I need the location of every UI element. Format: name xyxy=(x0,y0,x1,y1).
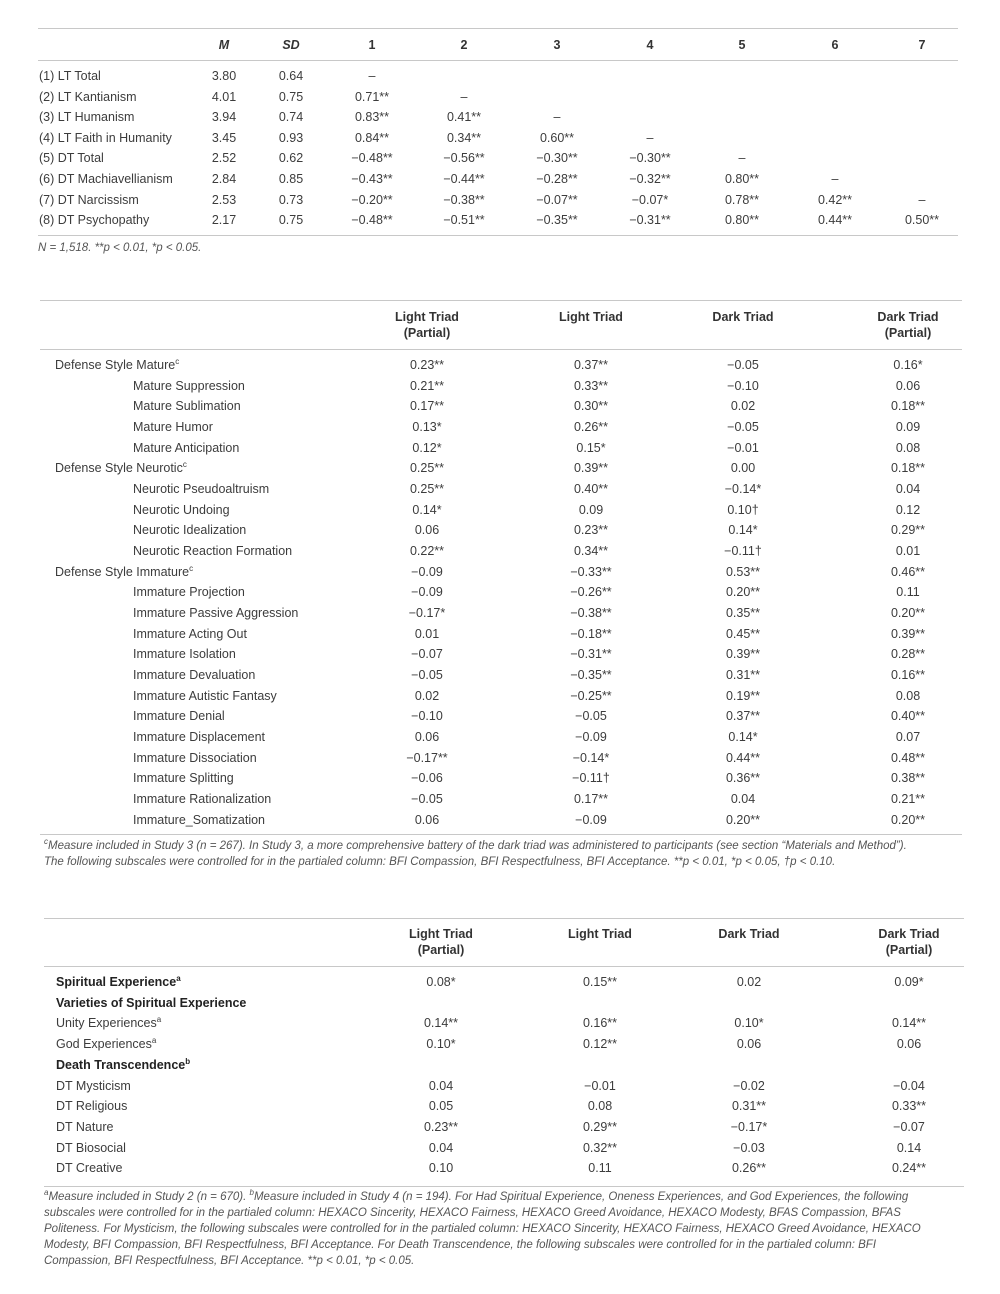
value-cell: 0.10* xyxy=(426,1037,456,1052)
column-header: 5 xyxy=(738,38,746,52)
value-cell: 0.12 xyxy=(895,502,921,517)
value-cell: −0.05 xyxy=(411,792,443,807)
cell-mean: 2.52 xyxy=(211,151,237,166)
correlation-cell: −0.30** xyxy=(536,151,578,166)
value-cell: 0.53** xyxy=(725,564,761,579)
value-cell: −0.05 xyxy=(575,709,607,724)
row-label: Immature Splitting xyxy=(133,771,234,786)
row-label: (5) DT Total xyxy=(39,151,104,166)
value-cell: 0.31** xyxy=(731,1099,767,1114)
correlation-cell: – xyxy=(553,110,561,125)
footnote-marker: a xyxy=(151,1035,157,1045)
value-cell: 0.22** xyxy=(409,544,445,559)
cell-mean: 3.45 xyxy=(211,130,237,145)
value-cell: 0.18** xyxy=(890,461,926,476)
value-cell: −0.03 xyxy=(733,1140,765,1155)
correlation-cell: 0.41** xyxy=(446,110,482,125)
correlation-cell: −0.07* xyxy=(631,192,669,207)
cell-mean: 3.80 xyxy=(211,69,237,83)
row-label: Mature Suppression xyxy=(133,378,245,393)
value-cell: 0.37** xyxy=(573,358,609,372)
correlation-cell: 0.60** xyxy=(539,130,575,145)
value-cell: −0.04 xyxy=(893,1078,925,1093)
footnote-marker: a xyxy=(156,1015,162,1025)
footnote-marker: c xyxy=(182,460,187,470)
row-label: Immature Isolation xyxy=(133,647,236,662)
row-label: Varieties of Spiritual Experience xyxy=(56,995,247,1010)
value-cell: 0.11 xyxy=(588,1161,612,1176)
value-cell: −0.14* xyxy=(724,482,762,497)
value-cell: 0.26** xyxy=(573,420,609,434)
row-label: Defense Style Immature$^c$ xyxy=(55,563,194,579)
correlation-cell: −0.51** xyxy=(443,213,485,228)
cell-sd: 0.64 xyxy=(278,69,304,83)
value-cell: −0.17* xyxy=(730,1119,768,1134)
cell-mean: 4.01 xyxy=(211,89,237,104)
value-cell: 0.16** xyxy=(582,1016,618,1031)
value-cell: 0.08 xyxy=(587,1099,613,1114)
value-cell: 0.06 xyxy=(414,730,440,745)
value-cell: −0.01 xyxy=(584,1078,616,1093)
value-cell: 0.35** xyxy=(725,606,761,621)
value-cell: 0.48** xyxy=(890,750,926,765)
row-label: (4) LT Faith in Humanity xyxy=(39,130,172,145)
row-label: DT Creative xyxy=(56,1161,123,1176)
value-cell: −0.35** xyxy=(570,668,612,683)
row-label: DT Biosocial xyxy=(56,1140,126,1155)
row-label: Mature Humor xyxy=(133,420,213,434)
value-cell: −0.02 xyxy=(733,1078,765,1093)
value-cell: −0.38** xyxy=(570,606,612,621)
value-cell: 0.06 xyxy=(736,1037,762,1052)
correlation-cell: −0.32** xyxy=(629,172,671,186)
rule-line xyxy=(40,349,962,350)
column-header: Dark Triad (Partial) xyxy=(878,927,940,957)
row-label: Neurotic Reaction Formation xyxy=(133,544,293,559)
value-cell: 0.29** xyxy=(582,1119,618,1134)
value-cell: 0.45** xyxy=(725,626,761,641)
value-cell: 0.01 xyxy=(895,544,921,559)
value-cell: −0.07 xyxy=(411,647,443,662)
value-cell: 0.01 xyxy=(414,626,440,641)
value-cell: 0.05 xyxy=(428,1099,454,1114)
value-cell: 0.04 xyxy=(428,1078,454,1093)
row-label: Immature Passive Aggression xyxy=(133,606,299,621)
row-label: Immature Denial xyxy=(133,709,225,724)
value-cell: −0.05 xyxy=(727,420,759,434)
value-cell: 0.11 xyxy=(896,585,920,600)
value-cell: 0.39** xyxy=(573,461,609,476)
value-cell: −0.10 xyxy=(411,709,443,724)
value-cell: 0.08 xyxy=(895,688,921,703)
value-cell: 0.37** xyxy=(725,709,761,724)
cell-sd: 0.75 xyxy=(278,213,304,228)
cell-sd: 0.73 xyxy=(278,192,304,207)
correlation-cell: 0.71** xyxy=(354,89,390,104)
cell-mean: 2.84 xyxy=(211,172,237,186)
value-cell: 0.04 xyxy=(895,482,921,497)
value-cell: 0.09* xyxy=(894,975,924,989)
value-cell: 0.25** xyxy=(409,461,445,476)
value-cell: 0.24** xyxy=(891,1161,927,1176)
value-cell: 0.23** xyxy=(573,523,609,538)
value-cell: 0.20** xyxy=(890,606,926,621)
row-label: Immature Autistic Fantasy xyxy=(133,688,277,703)
value-cell: 0.10* xyxy=(734,1016,764,1031)
cell-sd: 0.93 xyxy=(278,130,304,145)
value-cell: 0.14 xyxy=(896,1140,922,1155)
row-label: Mature Sublimation xyxy=(133,399,241,414)
rule-line xyxy=(40,834,962,835)
value-cell: 0.12** xyxy=(582,1037,618,1052)
value-cell: −0.17* xyxy=(408,606,446,621)
row-label: Immature Acting Out xyxy=(133,626,247,641)
footnote-marker: c xyxy=(189,563,194,573)
value-cell: 0.10 xyxy=(428,1161,454,1176)
row-label: (6) DT Machiavellianism xyxy=(39,172,173,186)
value-cell: 0.17** xyxy=(409,399,445,414)
footnote-marker: c xyxy=(44,837,48,847)
row-label: Immature_Somatization xyxy=(133,812,266,827)
value-cell: 0.02 xyxy=(414,688,440,703)
correlation-cell: 0.50** xyxy=(904,213,940,228)
row-label: Immature Dissociation xyxy=(133,750,257,765)
value-cell: 0.14* xyxy=(412,502,442,517)
value-cell: 0.40** xyxy=(573,482,609,497)
footnote-marker: a xyxy=(176,973,181,983)
value-cell: 0.13* xyxy=(412,420,442,434)
value-cell: 0.20** xyxy=(725,585,761,600)
value-cell: 0.02 xyxy=(730,399,756,414)
correlation-cell: −0.30** xyxy=(629,151,671,166)
value-cell: 0.26** xyxy=(731,1161,767,1176)
value-cell: 0.28** xyxy=(890,647,926,662)
value-cell: 0.40** xyxy=(890,709,926,724)
table-note: $^a$Measure included in Study 2 (n = 670). $^b$Measure included in Study 4 (n = 194). For Had Spiritual Experience, Oneness Experiences, and God Experiences, the following subscales were controlled for in the partialed column: HEXACO Sincerity, HEXACO Fairness, HEXACO Greed Avoidance, HEXACO Modesty, BFAS Compassion, BFAS Politeness. For Mysticism, the following subscales were controlled for in the partialed column: HEXACO Sincerity, HEXACO Fairness, HEXACO Greed Avoidance, HEXACO Modesty, BFI Compassion, BFI Respectfulness, BFI Acceptance. For Death Transcendence, the following subscales were controlled for in the partialed column: BFI Compassion, BFI Respectfulness, BFI Acceptance. **p < 0.01, *p < 0.05. xyxy=(44,1188,921,1267)
value-cell: 0.21** xyxy=(890,792,926,807)
value-cell: 0.15** xyxy=(582,975,618,989)
row-label: Neurotic Undoing xyxy=(133,502,230,517)
value-cell: 0.06 xyxy=(895,378,921,393)
correlation-cell: 0.80** xyxy=(724,213,760,228)
correlation-cell: – xyxy=(460,89,468,104)
value-cell: 0.09 xyxy=(578,502,604,517)
value-cell: 0.10† xyxy=(727,502,759,517)
value-cell: 0.08 xyxy=(895,440,921,455)
row-label: (3) LT Humanism xyxy=(39,110,135,125)
rule-line xyxy=(38,235,958,236)
column-header: Light Triad xyxy=(559,310,623,324)
correlation-cell: −0.48** xyxy=(351,213,393,228)
row-label: (7) DT Narcissism xyxy=(39,192,139,207)
row-label: Neurotic Idealization xyxy=(133,523,247,538)
row-label: Neurotic Pseudoaltruism xyxy=(133,482,270,497)
row-label: Unity Experiences$^a$ xyxy=(56,1015,162,1031)
value-cell: 0.30** xyxy=(573,399,609,414)
rule-line xyxy=(38,60,958,61)
value-cell: 0.17** xyxy=(573,792,609,807)
cell-mean: 3.94 xyxy=(211,110,237,125)
column-header: SD xyxy=(282,38,300,52)
value-cell: 0.14** xyxy=(891,1016,927,1031)
value-cell: 0.12* xyxy=(412,440,442,455)
correlation-cell: – xyxy=(918,192,926,207)
row-label: (8) DT Psychopathy xyxy=(39,213,150,228)
correlation-cell: −0.38** xyxy=(443,192,485,207)
value-cell: 0.29** xyxy=(890,523,926,538)
footnote-marker: a xyxy=(44,1188,49,1198)
table-note: $^c$Measure included in Study 3 (n = 267). In Study 3, a more comprehensive battery of the dark triad was administered to participants (see section “Materials and Method”). The following subscales were controlled for in the partialed column: BFI Compassion, BFI Respectfulness, BFI Acceptance. **p < 0.01, *p < 0.05, †p < 0.10. xyxy=(44,837,907,868)
value-cell: 0.16* xyxy=(893,358,923,372)
correlation-cell: 0.78** xyxy=(724,192,760,207)
value-cell: 0.39** xyxy=(890,626,926,641)
row-label: DT Mysticism xyxy=(56,1078,131,1093)
value-cell: 0.06 xyxy=(414,523,440,538)
column-header: Dark Triad xyxy=(718,927,780,941)
column-header: 1 xyxy=(368,38,376,52)
row-label: Defense Style Mature$^c$ xyxy=(55,356,180,372)
cell-mean: 2.17 xyxy=(211,213,237,228)
value-cell: −0.09 xyxy=(411,585,443,600)
row-label: Death Transcendence$^b$ xyxy=(56,1056,191,1072)
row-label: Immature Displacement xyxy=(133,730,265,745)
value-cell: 0.25** xyxy=(409,482,445,497)
value-cell: 0.23** xyxy=(409,358,445,372)
rule-line xyxy=(40,300,962,301)
row-label: Defense Style Neurotic$^c$ xyxy=(55,460,187,476)
correlation-cell: −0.44** xyxy=(443,172,485,186)
value-cell: 0.04 xyxy=(730,792,756,807)
correlation-cell: −0.31** xyxy=(629,213,671,228)
rule-line xyxy=(44,1186,964,1187)
cell-sd: 0.85 xyxy=(278,172,304,186)
column-header: Dark Triad (Partial) xyxy=(877,310,939,340)
correlation-cell: 0.83** xyxy=(354,110,390,125)
column-header: 2 xyxy=(460,38,468,52)
value-cell: 0.06 xyxy=(896,1037,922,1052)
value-cell: 0.23** xyxy=(423,1119,459,1134)
row-label: Mature Anticipation xyxy=(133,440,240,455)
correlation-cell: – xyxy=(738,151,746,166)
value-cell: 0.14* xyxy=(728,523,758,538)
rule-line xyxy=(44,918,964,919)
value-cell: 0.15* xyxy=(576,440,606,455)
correlation-cell: −0.35** xyxy=(536,213,578,228)
correlation-cell: −0.20** xyxy=(351,192,393,207)
correlation-cell: 0.42** xyxy=(817,192,853,207)
value-cell: 0.33** xyxy=(573,378,609,393)
correlation-cell: 0.44** xyxy=(817,213,853,228)
row-label: Spiritual Experience$^a$ xyxy=(56,973,181,989)
column-header: Light Triad (Partial) xyxy=(395,310,459,340)
row-label: Immature Devaluation xyxy=(133,668,256,683)
value-cell: 0.09 xyxy=(895,420,921,434)
row-label: Immature Rationalization xyxy=(133,792,272,807)
correlation-cell: −0.43** xyxy=(351,172,393,186)
row-label: (1) LT Total xyxy=(39,69,101,83)
column-header: Light Triad (Partial) xyxy=(409,927,473,957)
column-header: 3 xyxy=(553,38,561,52)
cell-sd: 0.62 xyxy=(278,151,304,166)
correlation-cell: −0.28** xyxy=(536,172,578,186)
value-cell: 0.08* xyxy=(426,975,456,989)
value-cell: −0.25** xyxy=(570,688,612,703)
value-cell: 0.32** xyxy=(582,1140,618,1155)
value-cell: 0.14* xyxy=(728,730,758,745)
correlation-cell: 0.80** xyxy=(724,172,760,186)
value-cell: 0.16** xyxy=(890,668,926,683)
value-cell: −0.31** xyxy=(570,647,612,662)
value-cell: −0.17** xyxy=(406,750,448,765)
correlation-cell: −0.56** xyxy=(443,151,485,166)
column-header: M xyxy=(218,38,230,52)
cell-mean: 2.53 xyxy=(211,192,237,207)
value-cell: 0.06 xyxy=(414,812,440,827)
value-cell: −0.14* xyxy=(572,750,610,765)
footnote-marker: b xyxy=(185,1056,191,1066)
value-cell: −0.26** xyxy=(570,585,612,600)
value-cell: 0.33** xyxy=(891,1099,927,1114)
value-cell: −0.11† xyxy=(572,771,610,786)
rule-line xyxy=(44,966,964,967)
cell-sd: 0.75 xyxy=(278,89,304,104)
footnote-marker: b xyxy=(249,1188,254,1198)
value-cell: 0.20** xyxy=(725,812,761,827)
value-cell: −0.01 xyxy=(727,440,759,455)
value-cell: −0.09 xyxy=(575,730,607,745)
cell-sd: 0.74 xyxy=(278,110,304,125)
value-cell: −0.33** xyxy=(570,564,612,579)
column-header: Dark Triad xyxy=(712,310,774,324)
column-header: 4 xyxy=(646,38,654,52)
value-cell: −0.11† xyxy=(724,544,762,559)
value-cell: 0.18** xyxy=(890,399,926,414)
value-cell: 0.00 xyxy=(730,461,756,476)
value-cell: −0.05 xyxy=(411,668,443,683)
column-header: 6 xyxy=(831,38,839,52)
value-cell: 0.21** xyxy=(409,378,445,393)
value-cell: 0.14** xyxy=(423,1016,459,1031)
column-header: Light Triad xyxy=(568,927,632,941)
value-cell: 0.04 xyxy=(428,1140,454,1155)
table-note: N = 1,518. **p < 0.01, *p < 0.05. xyxy=(38,242,202,254)
value-cell: 0.34** xyxy=(573,544,609,559)
row-label: DT Religious xyxy=(56,1099,128,1114)
value-cell: 0.46** xyxy=(890,564,926,579)
value-cell: 0.39** xyxy=(725,647,761,662)
value-cell: −0.07 xyxy=(893,1119,925,1134)
value-cell: 0.38** xyxy=(890,771,926,786)
correlation-cell: – xyxy=(646,130,654,145)
value-cell: −0.10 xyxy=(727,378,759,393)
correlation-cell: – xyxy=(831,172,839,186)
rule-line xyxy=(38,28,958,29)
row-label: Immature Projection xyxy=(133,585,245,600)
value-cell: 0.07 xyxy=(895,730,921,745)
row-label: DT Nature xyxy=(56,1119,114,1134)
row-label: (2) LT Kantianism xyxy=(39,89,137,104)
correlation-cell: – xyxy=(368,69,376,83)
value-cell: 0.02 xyxy=(736,975,762,989)
value-cell: 0.44** xyxy=(725,750,761,765)
value-cell: −0.06 xyxy=(411,771,443,786)
correlation-cell: −0.07** xyxy=(536,192,578,207)
value-cell: 0.19** xyxy=(725,688,761,703)
value-cell: −0.09 xyxy=(411,564,443,579)
value-cell: 0.20** xyxy=(890,812,926,827)
column-header: 7 xyxy=(918,38,926,52)
footnote-marker: c xyxy=(175,356,180,366)
value-cell: −0.05 xyxy=(727,358,759,372)
value-cell: 0.31** xyxy=(725,668,761,683)
value-cell: −0.09 xyxy=(575,812,607,827)
correlation-cell: −0.48** xyxy=(351,151,393,166)
row-label: God Experiences$^a$ xyxy=(56,1035,157,1052)
value-cell: −0.18** xyxy=(570,626,612,641)
correlation-cell: 0.84** xyxy=(354,130,390,145)
correlation-cell: 0.34** xyxy=(446,130,482,145)
value-cell: 0.36** xyxy=(725,771,761,786)
